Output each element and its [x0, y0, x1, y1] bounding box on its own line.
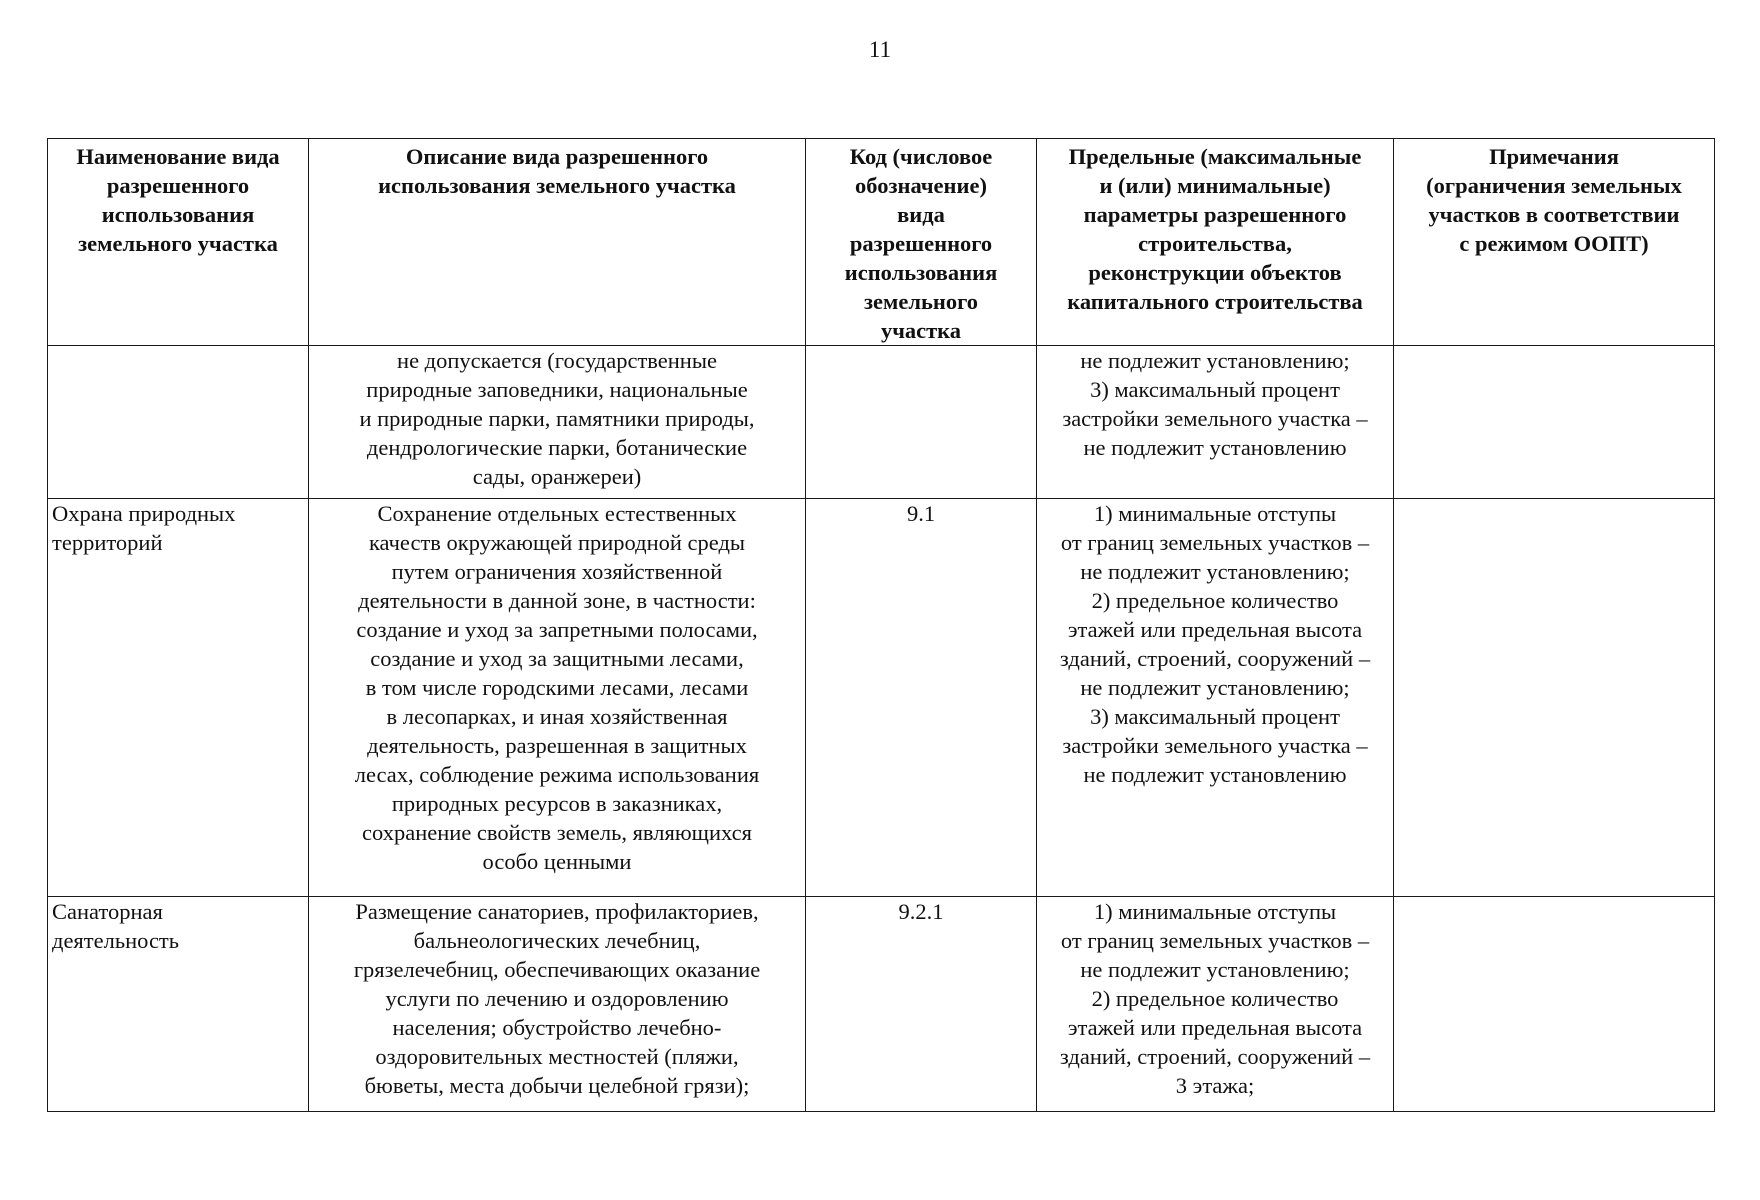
cell-text-line: деятельность, разрешенная в защитных	[367, 733, 747, 758]
header-use-code	[806, 139, 1037, 346]
cell-use-name	[48, 897, 309, 1112]
cell-text-line: лесах, соблюдение режима использования	[354, 762, 760, 787]
page-number: 11	[868, 37, 892, 62]
cell-text-line: деятельности в данной зоне, в частности:	[358, 588, 756, 613]
cell-text-line: зданий, строений, сооружений –	[1059, 1044, 1371, 1069]
cell-text-line: использования земельного участка	[378, 173, 736, 198]
cell-text-line: 1) минимальные отступы	[1093, 501, 1337, 526]
cell-text-line: (ограничения земельных	[1426, 173, 1682, 198]
cell-text-line: этажей или предельная высота	[1067, 1015, 1363, 1040]
cell-text-line: участков в соответствии	[1428, 202, 1680, 227]
cell-text-line: использования	[844, 260, 998, 285]
cell-text-line: параметры разрешенного	[1083, 202, 1347, 227]
cell-text-line: от границ земельных участков –	[1060, 530, 1370, 555]
cell-notes	[1394, 346, 1715, 499]
cell-text-line: Санаторная	[52, 899, 163, 924]
cell-text-line: Описание вида разрешенного	[405, 144, 709, 169]
cell-text-line: и природные парки, памятники природы,	[359, 406, 755, 431]
cell-text-line: оздоровительных местностей (пляжи,	[375, 1044, 739, 1069]
cell-use-description	[309, 499, 806, 897]
cell-text-line: не подлежит установлению;	[1080, 957, 1350, 982]
cell-text-line: Наименование вида	[76, 144, 280, 169]
cell-text-line: бальнеологических лечебниц,	[413, 928, 701, 953]
cell-text-line: не подлежит установлению;	[1080, 348, 1350, 373]
cell-text-line: сохранение свойств земель, являющихся	[362, 820, 752, 845]
cell-text-line: 1) минимальные отступы	[1093, 899, 1337, 924]
cell-text-line: капитального строительства	[1067, 289, 1363, 314]
table-row	[48, 346, 1715, 499]
cell-text-line: застройки земельного участка –	[1062, 406, 1368, 431]
cell-text-line: разрешенного	[849, 231, 993, 256]
cell-parameters	[1037, 346, 1394, 499]
cell-text-line: 3 этажа;	[1175, 1073, 1255, 1098]
cell-text-line: не допускается (государственные	[397, 348, 717, 373]
cell-text-line: качеств окружающей природной среды	[368, 530, 746, 555]
cell-use-code: 9.2.1	[806, 897, 1037, 1112]
cell-use-code	[806, 346, 1037, 499]
cell-text-line: Примечания	[1489, 144, 1619, 169]
cell-text-line: услуги по лечению и оздоровлению	[385, 986, 729, 1011]
header-notes	[1394, 139, 1715, 346]
cell-text-line: этажей или предельная высота	[1067, 617, 1363, 642]
cell-text-line: особо ценными	[482, 849, 632, 874]
cell-text-line: не подлежит установлению	[1083, 762, 1347, 787]
cell-use-description	[309, 897, 806, 1112]
cell-text-line: территорий	[52, 530, 163, 555]
cell-text-line: в лесопарках, и иная хозяйственная	[386, 704, 728, 729]
cell-text-line: в том числе городскими лесами, лесами	[365, 675, 749, 700]
cell-text-line: грязелечебниц, обеспечивающих оказание	[353, 957, 761, 982]
cell-text-line: путем ограничения хозяйственной	[391, 559, 723, 584]
cell-use-code: 9.1	[806, 499, 1037, 897]
cell-text-line: 3) максимальный процент	[1090, 704, 1340, 729]
cell-text-line: не подлежит установлению;	[1080, 675, 1350, 700]
cell-text-line: и (или) минимальные)	[1099, 173, 1331, 198]
cell-text-line: строительства,	[1138, 231, 1292, 256]
header-parameters	[1037, 139, 1394, 346]
table-row	[48, 499, 1715, 897]
cell-text-line: населения; обустройство лечебно-	[392, 1015, 722, 1040]
cell-notes	[1394, 499, 1715, 897]
cell-text-line: 3) максимальный процент	[1090, 377, 1340, 402]
cell-text-line: Код (числовое	[849, 144, 993, 169]
cell-text-line: с режимом ООПТ)	[1459, 231, 1649, 256]
cell-text-line: Размещение санаториев, профилакториев,	[355, 899, 759, 924]
cell-text-line: природных ресурсов в заказниках,	[391, 791, 723, 816]
cell-text-line: создание и уход за защитными лесами,	[370, 646, 744, 671]
cell-use-name	[48, 346, 309, 499]
table-row	[48, 897, 1715, 1112]
cell-notes	[1394, 897, 1715, 1112]
cell-use-description	[309, 346, 806, 499]
cell-text-line: не подлежит установлению	[1083, 435, 1347, 460]
cell-text-line: Сохранение отдельных естественных	[377, 501, 737, 526]
cell-text-line: от границ земельных участков –	[1060, 928, 1370, 953]
cell-parameters	[1037, 897, 1394, 1112]
cell-text-line: обозначение)	[855, 173, 987, 198]
cell-text-line: зданий, строений, сооружений –	[1059, 646, 1371, 671]
cell-text-line: 2) предельное количество	[1091, 588, 1339, 613]
header-use-name	[48, 139, 309, 346]
cell-text-line: 2) предельное количество	[1091, 986, 1339, 1011]
cell-text-line: сады, оранжереи)	[472, 464, 642, 489]
cell-text-line: застройки земельного участка –	[1062, 733, 1368, 758]
cell-text-line: создание и уход за запретными полосами,	[356, 617, 758, 642]
cell-text-line: Охрана природных	[52, 501, 236, 526]
cell-text-line: земельного	[864, 289, 978, 314]
cell-text-line: использования	[101, 202, 255, 227]
cell-text-line: вида	[897, 202, 945, 227]
land-use-table	[47, 138, 1715, 1112]
cell-use-name	[48, 499, 309, 897]
cell-text-line: дендрологические парки, ботанические	[366, 435, 748, 460]
cell-text-line: земельного участка	[78, 231, 278, 256]
header-use-description	[309, 139, 806, 346]
cell-text-line: участка	[880, 318, 962, 343]
table-header-row	[48, 139, 1715, 346]
cell-parameters	[1037, 499, 1394, 897]
cell-text-line: реконструкции объектов	[1088, 260, 1342, 285]
cell-text-line: деятельность	[52, 928, 180, 953]
cell-text-line: не подлежит установлению;	[1080, 559, 1350, 584]
cell-text-line: природные заповедники, национальные	[366, 377, 748, 402]
cell-text-line: бюветы, места добычи целебной грязи);	[364, 1073, 750, 1098]
cell-text-line: разрешенного	[106, 173, 250, 198]
cell-text-line: Предельные (максимальные	[1068, 144, 1362, 169]
